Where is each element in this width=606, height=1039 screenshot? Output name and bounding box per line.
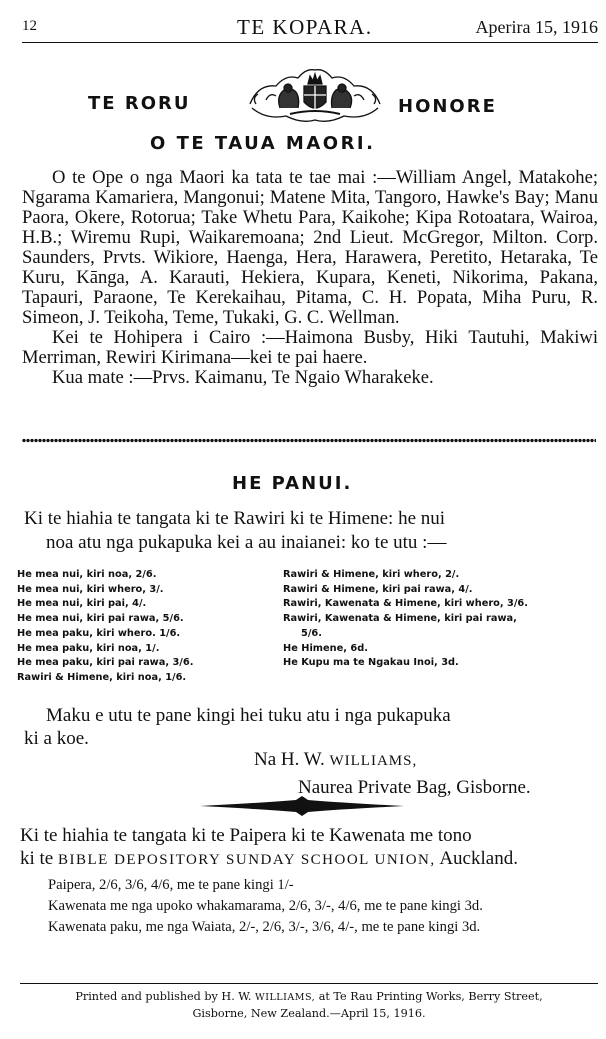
signature-prefix: Na H. W. <box>254 749 325 770</box>
bible-notice-prefix: ki te <box>20 848 54 869</box>
price-item: He mea paku, kiri whero. 1/6. <box>17 627 181 639</box>
roll-subheading: O TE TAUA MAORI. <box>150 133 376 154</box>
bible-notice <box>20 824 600 872</box>
postage-line: ki a koe. <box>24 728 89 749</box>
price-item: Rawiri & Himene, kiri noa, 1/6. <box>17 671 187 683</box>
issue-date: Aperira 15, 1916 <box>475 17 598 37</box>
notice-intro <box>24 507 600 555</box>
roll-paragraph: Kei te Hohipera i Cairo :—Haimona Busby, Hiki Tautuhi, Makiwi Merriman, Rewiri Kirimana—kei te pai haere. <box>22 327 598 368</box>
imprint-footer <box>20 989 598 1022</box>
price-list-right <box>283 568 598 671</box>
header-rule <box>22 42 598 43</box>
roll-heading-left: TE RORU <box>88 93 191 114</box>
page-number: 12 <box>22 18 37 34</box>
price-item: He mea nui, kiri whero, 3/. <box>17 583 164 595</box>
postage-line: Maku e utu te pane kingi hei tuku atu i nga pukapuka <box>46 705 451 726</box>
signature-name: WILLIAMS, <box>329 753 418 769</box>
price-item: He mea nui, kiri pai rawa, 5/6. <box>17 613 184 625</box>
postage-note <box>24 704 600 750</box>
imprint-name: WILLIAMS, <box>254 992 316 1003</box>
price-item: Rawiri & Himene, kiri whero, 2/. <box>283 569 460 580</box>
royal-crest-icon <box>246 64 384 126</box>
footer-rule <box>20 983 598 984</box>
price-item: He mea paku, kiri pai rawa, 3/6. <box>17 657 194 669</box>
imprint-suffix: at Te Rau Printing Works, Berry Street, <box>318 990 543 1003</box>
price-item: He mea nui, kiri pai, 4/. <box>17 598 147 610</box>
bible-price-item: Kawenata paku, me nga Waiata, 2/-, 2/6, 3/-, 3/6, 4/-, me te pane kingi 3d. <box>48 919 481 935</box>
signature-address: Naurea Private Bag, Gisborne. <box>298 777 531 798</box>
notice-intro-line: Ki te hiahia te tangata ki te Rawiri ki te Himene: he nui <box>24 508 446 529</box>
imprint-line <box>20 989 598 1006</box>
bible-notice-line <box>20 847 600 872</box>
roll-heading-right: HONORE <box>398 96 497 117</box>
roll-body <box>22 168 598 388</box>
price-item: 5/6. <box>301 627 322 639</box>
masthead-title: TE KOPARA. <box>237 15 373 39</box>
bible-price-list <box>20 876 590 939</box>
bible-society-name: BIBLE DEPOSITORY SUNDAY SCHOOL UNION, <box>58 852 436 868</box>
price-item: He mea paku, kiri noa, 1/. <box>17 642 160 654</box>
price-item: Rawiri & Himene, kiri pai rawa, 4/. <box>283 583 473 595</box>
roll-paragraph: Kua mate :—Prvs. Kaimanu, Te Ngaio Wharakeke. <box>52 367 434 388</box>
notice-intro-line: noa atu nga pukapuka kei a au inaianei: ko te utu :— <box>46 532 447 553</box>
notice-title: HE PANUI. <box>232 473 353 494</box>
price-item: He Himene, 6d. <box>283 642 368 654</box>
price-item: Rawiri, Kawenata & Himene, kiri whero, 3/6. <box>283 598 528 610</box>
imprint-line: Gisborne, New Zealand.—April 15, 1916. <box>192 1007 426 1020</box>
price-item: He mea nui, kiri noa, 2/6. <box>17 569 157 580</box>
bible-notice-line: Ki te hiahia te tangata ki te Paipera ki te Kawenata me tono <box>20 825 472 846</box>
imprint-prefix: Printed and published by H. W. <box>75 990 252 1003</box>
roll-paragraph: O te Ope o nga Maori ka tata te tae mai :—William Angel, Matakohe; Ngarama Kamariera, Mangonui; Matene Mita, Tangoro, Hawke's Bay; Manu Paora, Okere, Rotorua; Take Whetu Para, Kaikohe; Kipa Rotoatara, Wairoa, H.B.; Wiremu Rupi, Waikaremoana; 2nd Lieut. McGregor, Milton. Corp. Saunders, Prvts. Wikiore, Haenga, Hera, Harawera, Peretito, Hetaraka, Te Kuru, Kānga, A. Karauti, Hekiera, Kupara, Keneti, Nikorima, Pakana, Tapauri, Paraone, Te Kerekaihau, Pitama, C. H. Popata, Miha Puru, R. Simeon, J. Teikoha, Teme, Tukaki, G. C. Wellman. <box>22 167 598 328</box>
dotted-divider <box>22 438 596 443</box>
ornamental-divider-icon <box>200 796 404 816</box>
price-item: He Kupu ma te Ngakau Inoi, 3d. <box>283 657 459 669</box>
price-list-left <box>17 568 272 686</box>
bible-price-item: Paipera, 2/6, 3/6, 4/6, me te pane kingi 1/- <box>48 877 294 893</box>
bible-price-item: Kawenata me nga upoko whakamarama, 2/6, 3/-, 4/6, me te pane kingi 3d. <box>48 898 483 914</box>
page-header <box>22 12 598 42</box>
price-item: Rawiri, Kawenata & Himene, kiri pai rawa, <box>283 613 517 625</box>
bible-notice-suffix: Auckland. <box>439 848 518 869</box>
signature <box>254 749 417 771</box>
